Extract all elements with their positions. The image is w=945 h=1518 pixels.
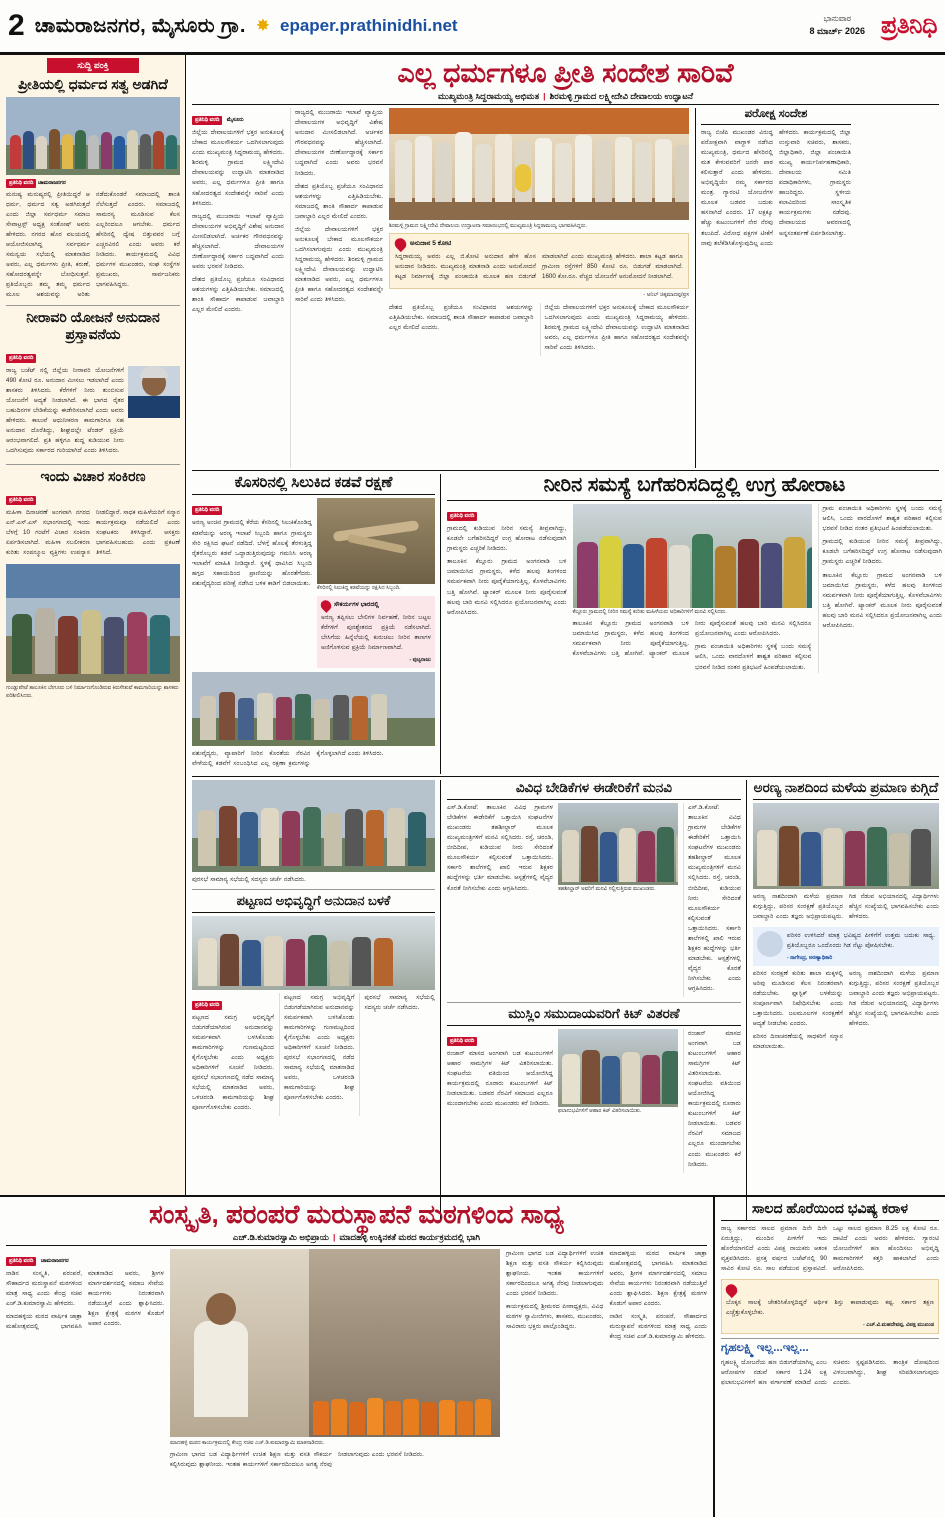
kit-title: ಮುಸ್ಲಿಂ ಸಮುದಾಯವರಿಗೆ ಕಿಟ್ ವಿತರಣೆ bbox=[508, 1006, 680, 1022]
lead-subhead: ಮುಖ್ಯಮಂತ್ರಿ ಸಿದ್ದರಾಮಯ್ಯ ಅಭಿಮತ | ಶಿರಮಳ್ಳಿ ಗ್ರಾಮದ ಲಕ್ಷ್ಮೀದೇವಿ ದೇವಾಲಯ ಉದ್ಘಾಟನೆ bbox=[437, 91, 694, 102]
edition-place: ಚಾಮರಾಜನಗರ, ಮೈಸೂರು ಗ್ರಾ. bbox=[34, 14, 246, 37]
drop-icon bbox=[392, 236, 408, 252]
demands-photo bbox=[558, 803, 678, 885]
star-icon: ✸ bbox=[255, 16, 270, 35]
kit-photo-caption: ಫಲಾನುಭವಿಗಳಿಗೆ ಆಹಾರ ಕಿಟ್ ವಿತರಿಸಲಾಯಿತು. bbox=[557, 1107, 642, 1114]
demands-title: ವಿವಿಧ ಬೇಡಿಕೆಗಳ ಈಡೇರಿಕೆಗೆ ಮನವಿ bbox=[515, 780, 672, 796]
lead-photo bbox=[389, 108, 689, 220]
snake-pinkbox-text: ಅರಣ್ಯ ತಪ್ಪಿಸಲು ಬೇಲಿಗಳ ನಿರ್ವಹಣೆ, ನೀರಿನ ಬಟ್ಟಲ ಕೆರೆಗಳಿಗೆ ಪುನಶ್ಚೇತನದ ಪ್ರಕ್ರಿಯೆ ನಡೆಸಲಾಗಿದೆ. ಬೇಸಿಗೆಯ ಹಿನ್ನೆಲೆಯಲ್ಲಿ ಕುರುಚಲು ನೀರಿನ ತಾಣಗಳ ಅಣಿಗೊಳಿಸುವ ಪ್ರಕ್ರಿಯೆ ನಿರ್ಮಾಣವಾಗಿದೆ. bbox=[321, 613, 431, 651]
snake-photo-2 bbox=[192, 672, 435, 746]
forest-body-2: ಪರಿಸರ ಸಂರಕ್ಷಣೆ ಕುರಿತು ಶಾಲಾ ಮಕ್ಕಳಲ್ಲಿ ಅರಿವು ಮೂಡಿಸುವ ಕೆಲಸ ನಿರಂತರವಾಗಿ ನಡೆಯಬೇಕು. ಪ್ಲಾಸ್ಟಿಕ್ ಬಳಕೆಯನ್ನು ಸಂಪೂರ್ಣವಾಗಿ ನಿಷೇಧಿಸಬೇಕು ಎಂದು ಒತ್ತಾಯಿಸಿದರು. ಜಲಮೂಲಗಳ ಸಂರಕ್ಷಣೆಗೆ ಆದ್ಯತೆ ನೀಡಬೇಕು ಎಂದರು. ಪರಿಸರ ದಿನಾಚರಣೆಯಲ್ಲಿ ಸಾಧಕರಿಗೆ ಸನ್ಮಾನ ಮಾಡಲಾಯಿತು. ಅರಣ್ಯ ನಾಶದಿಂದಾಗಿ ಮಳೆಯ ಪ್ರಮಾಣ ಕುಗ್ಗುತ್ತಿದ್ದು, ಪರಿಸರ ಸಂರಕ್ಷಣೆ ಪ್ರತಿಯೊಬ್ಬರ ಜವಾಬ್ದಾರಿ ಎಂದು ತಜ್ಞರು ಅಭಿಪ್ರಾಯಪಟ್ಟರು. ಗಿಡ ನೆಡುವ ಅಭಿಯಾನದಲ್ಲಿ ವಿದ್ಯಾರ್ಥಿಗಳು ಹೆಚ್ಚಿನ ಸಂಖ್ಯೆಯಲ್ಲಿ ಭಾಗವಹಿಸಬೇಕು ಎಂದು ಹೇಳಿದರು. bbox=[752, 970, 939, 1051]
lead-photo-credit: - ಅನಿಲ್ ಚಿಕ್ಕಮಾದಪ್ಪ/ಪ್ರಸ bbox=[643, 291, 689, 298]
water-byline: ಪ್ರತಿನಿಧಿ ವರದಿ bbox=[447, 512, 477, 521]
grant-title: ಪಟ್ಟಣದ ಅಭಿವೃದ್ಧಿಗೆ ಅನುದಾನ ಬಳಕೆ bbox=[236, 893, 391, 909]
demands-photo-caption: ತಹಶೀಲ್ದಾರ್ ಅವರಿಗೆ ಮನವಿ ಸಲ್ಲಿಸುತ್ತಿರುವ ಮುಖಂಡರು. bbox=[557, 886, 656, 893]
bottom-byline: ಪ್ರತಿನಿಧಿ ವರದಿ bbox=[6, 1257, 36, 1266]
bottom-right-quote-author: - ಎಚ್.ವಿ.ಮಹದೇವಪ್ಪ, ವಿಪಕ್ಷ ಮುಖಂಡ bbox=[862, 1322, 934, 1329]
sidebar-item1-body: ಮನುಷ್ಯ ಮನುಷ್ಯರಲ್ಲಿ ಪ್ರೀತಿಯಿದ್ದರೆ ಆ ಧರ್ಮ, ಧರ್ಮದ ಸತ್ವ ಅಡಗಿರುತ್ತದೆ ಎಂದು ಜಿಲ್ಲಾ ಸರ್ವಧರ್ಮ ಸಮಾಜ ಸೇವಾಟ್ರಸ್ಟ್ ಅಧ್ಯಕ್ಷ ಸಂತೋಷ್ ಅವರು ಹೇಳಿದರು. ನಗರದ ಹೊರ ವಲಯದಲ್ಲಿ ಆಯೋಜಿಸಲಾಗಿದ್ದ ಸರ್ವಧರ್ಮ ಸಮನ್ವಯ ಸಭೆಯಲ್ಲಿ ಮಾತನಾಡಿದ ಅವರು, ಎಲ್ಲ ಧರ್ಮಗಳು ಪ್ರೀತಿ, ಕರುಣೆ, ಸಹೋದರತ್ವವನ್ನೇ ಬೋಧಿಸುತ್ತವೆ. ಪ್ರತಿಯೊಬ್ಬರು ತಮ್ಮ ತಮ್ಮ ಧರ್ಮದ ಮೂಲ ಆಶಯವನ್ನು ಅರಿತು ನಡೆದುಕೊಂಡರೆ ಸಮಾಜದಲ್ಲಿ ಶಾಂತಿ ನೆಲೆಸುತ್ತದೆ ಎಂದರು. ಸಮಾಜದಲ್ಲಿ ಸಾಮರಸ್ಯ ಮೂಡಿಸುವ ಕೆಲಸ ಎಲ್ಲರಿಂದಲೂ ಆಗಬೇಕು. ಧರ್ಮದ ಹೆಸರಿನಲ್ಲಿ ದ್ವೇಷ ಬಿತ್ತುವವರ ಬಗ್ಗೆ ಎಚ್ಚರವಿರಲಿ ಎಂದು ಅವರು ಕರೆ ನೀಡಿದರು. ಕಾರ್ಯಕ್ರಮದಲ್ಲಿ ವಿವಿಧ ಧರ್ಮಗಳ ಮುಖಂಡರು, ಸಂಘ ಸಂಸ್ಥೆಗಳ ಪ್ರಮುಖರು, ಸಾರ್ವಜನಿಕರು ಭಾಗವಹಿಸಿದ್ದರು. bbox=[6, 190, 180, 298]
sidebar-item2-body: ರಾಜ್ಯ ಬಜೆಟ್ ನಲ್ಲಿ ಜಿಲ್ಲೆಯ ನೀರಾವರಿ ಯೋಜನೆಗಳಿಗೆ 490 ಕೋಟಿ ರೂ. ಅನುದಾನ ಮೀಸಲು ಇಡಲಾಗಿದೆ ಎಂದು ಶಾಸಕರು ತಿಳಿಸಿದರು. ಕೆರೆಗಳಿಗೆ ನೀರು ತುಂಬಿಸುವ ಯೋಜನೆಗೆ ಆದ್ಯತೆ ನೀಡಲಾಗಿದೆ. ಈ ಭಾಗದ ರೈತರ ಬಹುದಿನಗಳ ಬೇಡಿಕೆಯನ್ನು ಈಡೇರಿಸಲಾಗಿದೆ ಎಂದು ಅವರು ಹೇಳಿದರು. ಕಾಲುವೆ ಆಧುನೀಕರಣ ಕಾಮಗಾರಿಗೂ ಸಹ ಅನುದಾನ ದೊರೆತಿದ್ದು, ಶೀಘ್ರದಲ್ಲೇ ಟೆಂಡರ್ ಪ್ರಕ್ರಿಯೆ ಆರಂಭವಾಗಲಿದೆ. ಪ್ರತಿ ಹಳ್ಳಿಗೂ ಶುದ್ಧ ಕುಡಿಯುವ ನೀರು ಒದಗಿಸುವುದು ಸರ್ಕಾರದ ಗುರಿಯಾಗಿದೆ ಎಂದು ತಿಳಿಸಿದರು. bbox=[6, 366, 124, 454]
demands-body-2: ಎಸ್.ಡಿ.ಕೋಟೆ: ತಾಲೂಕಿನ ವಿವಿಧ ಗ್ರಾಮಗಳ ಬೇಡಿಕೆಗಳ ಈಡೇರಿಕೆಗೆ ಒತ್ತಾಯಿಸಿ ಸಂಘಟನೆಗಳ ಮುಖಂಡರು ತಹಶೀಲ್ದಾರ್ ಮೂಲಕ ಮುಖ್ಯಮಂತ್ರಿಗಳಿಗೆ ಮನವಿ ಸಲ್ಲಿಸಿದರು. ರಸ್ತೆ, ಚರಂಡಿ, ಬೀದಿದೀಪ, ಕುಡಿಯುವ ನೀರು ಸೇರಿದಂತೆ ಮೂಲಸೌಕರ್ಯ ಕಲ್ಪಿಸುವಂತೆ ಒತ್ತಾಯಿಸಿದರು. ಸರ್ಕಾರಿ ಶಾಲೆಗಳಲ್ಲಿ ಖಾಲಿ ಇರುವ ಶಿಕ್ಷಕರ ಹುದ್ದೆಗಳನ್ನು ಭರ್ತಿ ಮಾಡಬೇಕು. ಆಸ್ಪತ್ರೆಗಳಲ್ಲಿ ವೈದ್ಯರ ಕೊರತೆ ನೀಗಿಸಬೇಕು ಎಂದು ಆಗ್ರಹಿಸಿದರು. bbox=[683, 803, 741, 997]
forest-title: ಅರಣ್ಯ ನಾಶದಿಂದ ಮಳೆಯ ಪ್ರಮಾಣ ಕುಗ್ಗಿದೆ bbox=[753, 780, 939, 796]
bottom-body-3: ಗ್ರಾಮೀಣ ಭಾಗದ ಬಡ ವಿದ್ಯಾರ್ಥಿಗಳಿಗೆ ಉಚಿತ ಶಿಕ್ಷಣ ಮತ್ತು ವಸತಿ ಸೌಕರ್ಯ ಕಲ್ಪಿಸಿರುವುದು ಶ್ಲಾಘನೀಯ. ಇಂತಹ ಕಾರ್ಯಗಳಿಗೆ ಸರ್ಕಾರದಿಂದಲೂ ಅಗತ್ಯ ನೆರವು ನೀಡಲಾಗುವುದು ಎಂದು ಭರವಸೆ ನೀಡಿದರು. ಕಾರ್ಯಕ್ರಮದಲ್ಲಿ ಶ್ರೀಮಠದ ಪೀಠಾಧ್ಯಕ್ಷರು, ವಿವಿಧ ಮಠಗಳ ಸ್ವಾಮೀಜಿಗಳು, ಶಾಸಕರು, ಮುಖಂಡರು, ಸಾವಿರಾರು ಭಕ್ತರು ಪಾಲ್ಗೊಂಡಿದ್ದರು. ಮಾದಹಳ್ಳಿಯ ಮಠದ ವಾರ್ಷಿಕ ಜಾತ್ರಾ ಮಹೋತ್ಸವದಲ್ಲಿ ಭಾಗವಹಿಸಿ ಮಾತನಾಡಿದ ಅವರು, ಶ್ರೀಗಳ ಮಾರ್ಗದರ್ಶನದಲ್ಲಿ ಸಮಾಜ ಸೇವೆಯ ಕಾರ್ಯಗಳು ನಿರಂತರವಾಗಿ ನಡೆಯುತ್ತಿವೆ ಎಂದು ಶ್ಲಾಘಿಸಿದರು. ಶಿಕ್ಷಣ ಕ್ಷೇತ್ರಕ್ಕೆ ಮಠಗಳ ಕೊಡುಗೆ ಅಪಾರ ಎಂದರು. ನಾಡಿನ ಸಂಸ್ಕೃತಿ, ಪರಂಪರೆ, ಸೌಹಾರ್ದದ ಮರುಸ್ಥಾಪನೆ ಮಠಗಳಿಂದ ಮಾತ್ರ ಸಾಧ್ಯ ಎಂದು ಕೇಂದ್ರ ಸಚಿವ ಎಚ್.ಡಿ.ಕುಮಾರಸ್ವಾಮಿ ಹೇಳಿದರು. bbox=[506, 1250, 707, 1341]
kit-byline: ಪ್ರತಿನಿಧಿ ವರದಿ bbox=[447, 1037, 477, 1046]
water-body-2: ತಾಲೂಕಿನ ಕೆಲ್ಲೂರು ಗ್ರಾಮದ ಅಂಗನವಾಡಿ ಬಳಿ ಜಮಾಯಿಸಿದ ಗ್ರಾಮಸ್ಥರು, ಕಳೆದ ಹಲವು ತಿಂಗಳಿಂದ ಸಮರ್ಪಕವಾಗಿ ನೀರು ಪೂರೈಕೆಯಾಗುತ್ತಿಲ್ಲ. ಕೊಳವೆಬಾವಿಗಳು ಬತ್ತಿ ಹೋಗಿವೆ. ಟ್ಯಾಂಕರ್ ಮೂಲಕ ನೀರು ಪೂರೈಸುವಂತೆ ಹಲವು ಬಾರಿ ಮನವಿ ಸಲ್ಲಿಸಿದರೂ ಪ್ರಯೋಜನವಾಗಿಲ್ಲ ಎಂದು ಆರೋಪಿಸಿದರು. ಗ್ರಾಮ ಪಂಚಾಯಿತಿ ಅಧಿಕಾರಿಗಳು ಸ್ಥಳಕ್ಕೆ ಬಂದು ಸಮಸ್ಯೆ ಆಲಿಸಿ, ಒಂದು ವಾರದೊಳಗೆ ಶಾಶ್ವತ ಪರಿಹಾರ ಕಲ್ಪಿಸುವ ಭರವಸೆ ನೀಡಿದ ನಂತರ ಪ್ರತಿಭಟನೆ ಹಿಂಪಡೆಯಲಾಯಿತು. bbox=[572, 620, 812, 671]
water-body-1: ಗ್ರಾಮದಲ್ಲಿ ಕುಡಿಯುವ ನೀರಿನ ಸಮಸ್ಯೆ ತೀವ್ರವಾಗಿದ್ದು, ಕೂಡಲೇ ಬಗೆಹರಿಸದಿದ್ದರೆ ಉಗ್ರ ಹೋರಾಟ ನಡೆಸುವುದಾಗಿ ಗ್ರಾಮಸ್ಥರು ಎಚ್ಚರಿಕೆ ನೀಡಿದರು. ತಾಲೂಕಿನ ಕೆಲ್ಲೂರು ಗ್ರಾಮದ ಅಂಗನವಾಡಿ ಬಳಿ ಜಮಾಯಿಸಿದ ಗ್ರಾಮಸ್ಥರು, ಕಳೆದ ಹಲವು ತಿಂಗಳಿಂದ ಸಮರ್ಪಕವಾಗಿ ನೀರು ಪೂರೈಕೆಯಾಗುತ್ತಿಲ್ಲ. ಕೊಳವೆಬಾವಿಗಳು ಬತ್ತಿ ಹೋಗಿವೆ. ಟ್ಯಾಂಕರ್ ಮೂಲಕ ನೀರು ಪೂರೈಸುವಂತೆ ಹಲವು ಬಾರಿ ಮನವಿ ಸಲ್ಲಿಸಿದರೂ ಪ್ರಯೋಜನವಾಗಿಲ್ಲ ಎಂದು ಆರೋಪಿಸಿದರು. bbox=[447, 525, 567, 616]
snake-body: ಅರಣ್ಯ ಅಂಚಿನ ಗ್ರಾಮದಲ್ಲಿ ಕೆರೆಯ ಕೆಸರಿನಲ್ಲಿ ಸಿಲುಕಿಕೊಂಡಿದ್ದ ಕಡವೆಯನ್ನು ಅರಣ್ಯ ಇಲಾಖೆ ಸಿಬ್ಬಂದಿ ಹಾಗೂ ಗ್ರಾಮಸ್ಥರು ಸೇರಿ ರಕ್ಷಿಸಿದ ಘಟನೆ ನಡೆದಿದೆ. ಬೆಳಗ್ಗೆ ಹೊಲಕ್ಕೆ ತೆರಳುತ್ತಿದ್ದ ರೈತರೊಬ್ಬರು ಕಡವೆ ಒದ್ದಾಡುತ್ತಿರುವುದನ್ನು ಗಮನಿಸಿ ಅರಣ್ಯ ಇಲಾಖೆಗೆ ಮಾಹಿತಿ ನೀಡಿದ್ದಾರೆ. ಸ್ಥಳಕ್ಕೆ ಧಾವಿಸಿದ ಸಿಬ್ಬಂದಿ ಹಗ್ಗದ ಸಹಾಯದಿಂದ ಪ್ರಾಣಿಯನ್ನು ಹೊರತೆಗೆದರು. ಪಶುವೈದ್ಯರಿಂದ ಪರೀಕ್ಷೆ ನಡೆಸಿದ ಬಳಿಕ ಕಾಡಿಗೆ ಬಿಡಲಾಯಿತು. bbox=[192, 519, 312, 587]
bottom-right-quote bbox=[721, 1279, 939, 1334]
forest-quote bbox=[753, 927, 939, 966]
lead-subhead-left: ಮುಖ್ಯಮಂತ್ರಿ ಸಿದ್ದರಾಮಯ್ಯ ಅಭಿಮತ bbox=[437, 91, 540, 102]
bottom-right-note-text: ಗೃಹಲಕ್ಷ್ಮಿ ಯೋಜನೆಯ ಹಣ ಬಿಡುಗಡೆಯಾಗಿಲ್ಲ ಎಂಬ ಆರೋಪಗಳ ನಡುವೆ ಸರ್ಕಾರ 1.24 ಲಕ್ಷ ಫಲಾನುಭವಿಗಳಿಗೆ ಹಣ ವರ್ಗಾವಣೆ ಮಾಡಿದೆ ಎಂದು ಸಚಿವರು ಸ್ಪಷ್ಟಪಡಿಸಿದರು. ತಾಂತ್ರಿಕ ದೋಷದಿಂದ ವಿಳಂಬವಾಗಿದ್ದು, ಶೀಘ್ರ ಸರಿಪಡಿಸಲಾಗುವುದು ಎಂದರು. bbox=[721, 1359, 939, 1387]
lead-infobox-text: ಸಿದ್ದರಾಮಯ್ಯ ಅವರು ಎಲ್ಲ ಜಿ.ಕೋಟಿ ಅನುದಾನ ಹೇಳಿ ಹೊಸ ಅನುದಾನ ನೀಡಿದರು. ಮುಖ್ಯಮಂತ್ರಿ ಮಾತನಾಡಿ ಎಂದು ಅನುಮೋದನೆ ಕಟ್ಟಡ ನಿರ್ಮಾಣಕ್ಕೆ ಜಿಲ್ಲಾ ಪಂಚಾಯಿತಿ ಮೂಲಕ ಹಣ ಬಿಡುಗಡೆ ಮಾಡಲಾಗಿದೆ ಎಂದು ಮುಖ್ಯಮಂತ್ರಿ ಹೇಳಿದರು. ಶಾಲಾ ಕಟ್ಟಡ ಹಾಗೂ ಗ್ರಾಮೀಣ ರಸ್ತೆಗಳಿಗೆ 850 ಕೋಟಿ ರೂ. ಬಿಡುಗಡೆ ಮಾಡಲಾಗಿದೆ. 1600 ಕೋ.ರೂ. ವೆಚ್ಚದ ಯೋಜನೆಗೆ ಅನುಮೋದನೆ ನೀಡಲಾಗಿದೆ. bbox=[395, 253, 683, 281]
forest-photo bbox=[753, 803, 939, 889]
bottom-right-body: ರಾಜ್ಯ ಸರ್ಕಾರದ ಸಾಲದ ಪ್ರಮಾಣ ದಿನೇ ದಿನೇ ಏರುತ್ತಿದ್ದು, ಮುಂದಿನ ಪೀಳಿಗೆಗೆ ಇದು ಹೊರೆಯಾಗಲಿದೆ ಎಂದು ವಿಪಕ್ಷ ನಾಯಕರು ಆತಂಕ ವ್ಯಕ್ತಪಡಿಸಿದರು. ಪ್ರಸಕ್ತ ವರ್ಷದ ಬಜೆಟ್‌ನಲ್ಲಿ 90 ಸಾವಿರ ಕೋಟಿ ರೂ. ಸಾಲ ಪಡೆಯುವ ಪ್ರಸ್ತಾಪವಿದೆ. ಒಟ್ಟು ಸಾಲದ ಪ್ರಮಾಣ 8.25 ಲಕ್ಷ ಕೋಟಿ ರೂ. ದಾಟಿದೆ ಎಂದು ಅವರು ಹೇಳಿದರು. ಗ್ಯಾರಂಟಿ ಯೋಜನೆಗಳಿಗೆ ಹಣ ಹೊಂದಿಸಲು ಅಭಿವೃದ್ಧಿ ಕಾಮಗಾರಿಗಳಿಗೆ ಕತ್ತರಿ ಹಾಕಲಾಗಿದೆ ಎಂದು ಆರೋಪಿಸಿದರು. bbox=[721, 1224, 939, 1272]
sidebar-item1-title: ಪ್ರೀತಿಯಲ್ಲಿ ಧರ್ಮದ ಸತ್ವ ಅಡಗಿದೆ bbox=[18, 76, 168, 92]
sidebar-item3-body: ಮಹಿಳಾ ದಿನಾಚರಣೆ ಅಂಗವಾಗಿ ನಗರದ ಎನ್.ಎಸ್.ಎಸ್ ಸಭಾಂಗಣದಲ್ಲಿ ಇಂದು ಬೆಳಗ್ಗೆ 10 ಗಂಟೆಗೆ ವಿಚಾರ ಸಂಕಿರಣ ಏರ್ಪಡಿಸಲಾಗಿದೆ. ಮಹಿಳಾ ಸಬಲೀಕರಣ ಕುರಿತು ಸಂಪನ್ಮೂಲ ವ್ಯಕ್ತಿಗಳು ಉಪನ್ಯಾಸ ನೀಡಲಿದ್ದಾರೆ. ಸಾಧಕ ಮಹಿಳೆಯರಿಗೆ ಸನ್ಮಾನ ಕಾರ್ಯಕ್ರಮವೂ ನಡೆಯಲಿದೆ ಎಂದು ಸಂಘಟಕರು ತಿಳಿಸಿದ್ದಾರೆ. ಆಸಕ್ತರು ಭಾಗವಹಿಸಬಹುದು ಎಂದು ಪ್ರಕಟಣೆ ತಿಳಿಸಿದೆ. bbox=[6, 508, 180, 556]
water-photo bbox=[573, 504, 812, 608]
lead-infobox-amount: ಅನುದಾನ 5 ಕೋಟಿ bbox=[410, 240, 452, 248]
sidebar bbox=[0, 55, 186, 1195]
lead-infobox bbox=[389, 233, 689, 289]
epaper-url[interactable]: epaper.prathinidhi.net bbox=[279, 16, 458, 35]
lead-dateline: ಮೈಸೂರು bbox=[226, 117, 244, 124]
bottom-body-2: ಗ್ರಾಮೀಣ ಭಾಗದ ಬಡ ವಿದ್ಯಾರ್ಥಿಗಳಿಗೆ ಉಚಿತ ಶಿಕ್ಷಣ ಮತ್ತು ವಸತಿ ಸೌಕರ್ಯ ಕಲ್ಪಿಸಿರುವುದು ಶ್ಲಾಘನೀಯ. ಇಂತಹ ಕಾರ್ಯಗಳಿಗೆ ಸರ್ಕಾರದಿಂದಲೂ ಅಗತ್ಯ ನೆರವು ನೀಡಲಾಗುವುದು ಎಂದು ಭರವಸೆ ನೀಡಿದರು. bbox=[170, 1451, 424, 1469]
demands-body-1: ಎಸ್.ಡಿ.ಕೋಟೆ: ತಾಲೂಕಿನ ವಿವಿಧ ಗ್ರಾಮಗಳ ಬೇಡಿಕೆಗಳ ಈಡೇರಿಕೆಗೆ ಒತ್ತಾಯಿಸಿ ಸಂಘಟನೆಗಳ ಮುಖಂಡರು ತಹಶೀಲ್ದಾರ್ ಮೂಲಕ ಮುಖ್ಯಮಂತ್ರಿಗಳಿಗೆ ಮನವಿ ಸಲ್ಲಿಸಿದರು. ರಸ್ತೆ, ಚರಂಡಿ, ಬೀದಿದೀಪ, ಕುಡಿಯುವ ನೀರು ಸೇರಿದಂತೆ ಮೂಲಸೌಕರ್ಯ ಕಲ್ಪಿಸುವಂತೆ ಒತ್ತಾಯಿಸಿದರು. ಸರ್ಕಾರಿ ಶಾಲೆಗಳಲ್ಲಿ ಖಾಲಿ ಇರುವ ಶಿಕ್ಷಕರ ಹುದ್ದೆಗಳನ್ನು ಭರ್ತಿ ಮಾಡಬೇಕು. ಆಸ್ಪತ್ರೆಗಳಲ್ಲಿ ವೈದ್ಯರ ಕೊರತೆ ನೀಗಿಸಬೇಕು ಎಂದು ಆಗ್ರಹಿಸಿದರು. bbox=[446, 804, 553, 892]
bottom-right-note-title: ಗೃಹಲಕ್ಷ್ಮಿ ಇಲ್ಲ...ಇಲ್ಲ... bbox=[721, 1342, 809, 1355]
sidebar-photo-1 bbox=[6, 97, 180, 175]
masthead bbox=[0, 0, 945, 55]
drop-icon bbox=[319, 598, 334, 613]
lead-byline: ಪ್ರತಿನಿಧಿ ವರದಿ bbox=[192, 116, 222, 125]
sidebar-portrait bbox=[128, 366, 180, 418]
sidebar-photo-caption: ಗುಂಡ್ಲುಪೇಟೆ ತಾಲೂಕಿನ ಬೇಗೂರು ಬಳಿ ನಿರ್ಮಾಣಗೊಂಡಿರುವ ಕಿರುಸೇತುವೆ ಕಾಮಗಾರಿಯನ್ನು ಶಾಸಕರು ಪರಿಶೀಲಿಸಿದರು. bbox=[6, 685, 179, 700]
lead-body-1: ಜಿಲ್ಲೆಯ ದೇವಾಲಯಗಳಿಗೆ ಭಕ್ತರ ಅನುಕೂಲಕ್ಕೆ ಬೇಕಾದ ಮೂಲಸೌಕರ್ಯ ಒದಗಿಸಲಾಗುವುದು ಎಂದು ಮುಖ್ಯಮಂತ್ರಿ ಸಿದ್ದರಾಮಯ್ಯ ಹೇಳಿದರು. ಶಿರಮಳ್ಳಿ ಗ್ರಾಮದ ಲಕ್ಷ್ಮೀದೇವಿ ದೇವಾಲಯವನ್ನು ಉದ್ಘಾಟಿಸಿ ಮಾತನಾಡಿದ ಅವರು, ಎಲ್ಲ ಧರ್ಮಗಳೂ ಪ್ರೀತಿ ಹಾಗೂ ಸಹೋದರತ್ವದ ಸಂದೇಶವನ್ನೇ ಸಾರಿವೆ ಎಂದು ತಿಳಿಸಿದರು. ರಾಜ್ಯದಲ್ಲಿ ಮುಜರಾಯಿ ಇಲಾಖೆ ವ್ಯಾಪ್ತಿಯ ದೇವಾಲಯಗಳ ಅಭಿವೃದ್ಧಿಗೆ ವಿಶೇಷ ಅನುದಾನ ಮೀಸಲಿಡಲಾಗಿದೆ. ಅರ್ಚಕರ ಗೌರವಧನವನ್ನು ಹೆಚ್ಚಿಸಲಾಗಿದೆ. ದೇವಾಲಯಗಳ ಜೀರ್ಣೋದ್ಧಾರಕ್ಕೆ ಸರ್ಕಾರ ಬದ್ಧವಾಗಿದೆ ಎಂದು ಅವರು ಭರವಸೆ ನೀಡಿದರು. ದೇಶದ ಪ್ರತಿಯೊಬ್ಬ ಪ್ರಜೆಯೂ ಸಂವಿಧಾನದ ಆಶಯಗಳನ್ನು ಎತ್ತಿಹಿಡಿಯಬೇಕು. ಸಮಾಜದಲ್ಲಿ ಶಾಂತಿ ಸೌಹಾರ್ದ ಕಾಪಾಡುವ ಜವಾಬ್ದಾರಿ ಎಲ್ಲರ ಮೇಲಿದೆ ಎಂದರು. bbox=[192, 129, 284, 314]
kit-photo bbox=[558, 1029, 678, 1107]
snake-pinkbox-credit: - ಪುಟ್ಟರಾಜು bbox=[409, 656, 431, 663]
water-body-3: ಗ್ರಾಮ ಪಂಚಾಯಿತಿ ಅಧಿಕಾರಿಗಳು ಸ್ಥಳಕ್ಕೆ ಬಂದು ಸಮಸ್ಯೆ ಆಲಿಸಿ, ಒಂದು ವಾರದೊಳಗೆ ಶಾಶ್ವತ ಪರಿಹಾರ ಕಲ್ಪಿಸುವ ಭರವಸೆ ನೀಡಿದ ನಂತರ ಪ್ರತಿಭಟನೆ ಹಿಂಪಡೆಯಲಾಯಿತು. ಗ್ರಾಮದಲ್ಲಿ ಕುಡಿಯುವ ನೀರಿನ ಸಮಸ್ಯೆ ತೀವ್ರವಾಗಿದ್ದು, ಕೂಡಲೇ ಬಗೆಹರಿಸದಿದ್ದರೆ ಉಗ್ರ ಹೋರಾಟ ನಡೆಸುವುದಾಗಿ ಗ್ರಾಮಸ್ಥರು ಎಚ್ಚರಿಕೆ ನೀಡಿದರು. ತಾಲೂಕಿನ ಕೆಲ್ಲೂರು ಗ್ರಾಮದ ಅಂಗನವಾಡಿ ಬಳಿ ಜಮಾಯಿಸಿದ ಗ್ರಾಮಸ್ಥರು, ಕಳೆದ ಹಲವು ತಿಂಗಳಿಂದ ಸಮರ್ಪಕವಾಗಿ ನೀರು ಪೂರೈಕೆಯಾಗುತ್ತಿಲ್ಲ. ಕೊಳವೆಬಾವಿಗಳು ಬತ್ತಿ ಹೋಗಿವೆ. ಟ್ಯಾಂಕರ್ ಮೂಲಕ ನೀರು ಪೂರೈಸುವಂತೆ ಹಲವು ಬಾರಿ ಮನವಿ ಸಲ್ಲಿಸಿದರೂ ಪ್ರಯೋಜನವಾಗಿಲ್ಲ ಎಂದು ಆರೋಪಿಸಿದರು. bbox=[822, 505, 942, 629]
snake-photo bbox=[317, 498, 435, 584]
byline-badge: ಪ್ರತಿನಿಧಿ ವರದಿ bbox=[6, 179, 36, 188]
snake-pinkbox bbox=[317, 596, 435, 668]
bottom-headline: ಸಂಸ್ಕೃತಿ, ಪರಂಪರೆ ಮರುಸ್ಥಾಪನೆ ಮಠಗಳಿಂದ ಸಾಧ್ಯ bbox=[149, 1199, 564, 1229]
grant-photo-top bbox=[192, 780, 435, 872]
drop-icon bbox=[723, 1282, 739, 1298]
paroksha-body: ರಾಜ್ಯ ಬಿಜೆಪಿ ಮುಖಂಡರ ವಿರುದ್ಧ ಪರೋಕ್ಷವಾಗಿ ವಾಗ್ದಾಳಿ ನಡೆಸಿದ ಮುಖ್ಯಮಂತ್ರಿ, ಧರ್ಮದ ಹೆಸರಿನಲ್ಲಿ ಮತ ಕೇಳುವವರಿಗೆ ಜನರೇ ಪಾಠ ಕಲಿಸುತ್ತಾರೆ ಎಂದು ಹೇಳಿದರು. ಅಭಿವೃದ್ಧಿಯೇ ನಮ್ಮ ಸರ್ಕಾರದ ಮಂತ್ರ. ಗ್ಯಾರಂಟಿ ಯೋಜನೆಗಳ ಮೂಲಕ ಬಡವರ ಬದುಕು ಹಸನಾಗಿದೆ ಎಂದರು. 17 ಲಕ್ಷಕ್ಕೂ ಹೆಚ್ಚು ಕುಟುಂಬಗಳಿಗೆ ನೇರ ನೆರವು ತಲುಪಿದೆ. ವಿರೋಧ ಪಕ್ಷಗಳ ಟೀಕೆಗೆ ನಾವು ತಲೆಕೆಡಿಸಿಕೊಳ್ಳುವುದಿಲ್ಲ ಎಂದು ಹೇಳಿದರು. ಕಾರ್ಯಕ್ರಮದಲ್ಲಿ ಜಿಲ್ಲಾ ಉಸ್ತುವಾರಿ ಸಚಿವರು, ಶಾಸಕರು, ಜಿಲ್ಲಾಧಿಕಾರಿ, ಜಿಲ್ಲಾ ಪಂಚಾಯಿತಿ ಮುಖ್ಯ ಕಾರ್ಯನಿರ್ವಹಣಾಧಿಕಾರಿ, ದೇವಾಲಯ ಸಮಿತಿ ಪದಾಧಿಕಾರಿಗಳು, ಗ್ರಾಮಸ್ಥರು ಹಾಜರಿದ್ದರು. ಸ್ಥಳೀಯ ಕಲಾವಿದರಿಂದ ಸಾಂಸ್ಕೃತಿಕ ಕಾರ್ಯಕ್ರಮಗಳು ನಡೆದವು. ದೇವಾಲಯದ ಆವರಣದಲ್ಲಿ ಅನ್ನಸಂತರ್ಪಣೆ ಏರ್ಪಡಿಸಲಾಗಿತ್ತು. bbox=[701, 129, 851, 247]
publication-logo: ಪ್ರತಿನಿಧಿ bbox=[880, 12, 937, 39]
grant-byline: ಪ್ರತಿನಿಧಿ ವರದಿ bbox=[192, 1001, 222, 1010]
grant-body-2: ಪಟ್ಟಣದ ಸಮಗ್ರ ಅಭಿವೃದ್ಧಿಗೆ ಬಿಡುಗಡೆಯಾಗಿರುವ ಅನುದಾನವನ್ನು ಸಮರ್ಪಕವಾಗಿ ಬಳಸಿಕೊಂಡು ಕಾಮಗಾರಿಗಳನ್ನು ಗುಣಮಟ್ಟದಿಂದ ಕೈಗೊಳ್ಳಬೇಕು ಎಂದು ಅಧ್ಯಕ್ಷರು ಅಧಿಕಾರಿಗಳಿಗೆ ಸೂಚನೆ ನೀಡಿದರು. ಪುರಸಭೆ ಸಭಾಂಗಣದಲ್ಲಿ ನಡೆದ ಸಾಮಾನ್ಯ ಸಭೆಯಲ್ಲಿ ಮಾತನಾಡಿದ ಅವರು, ಒಳಚರಂಡಿ ಕಾಮಗಾರಿಯನ್ನು ಶೀಘ್ರ ಪೂರ್ಣಗೊಳಿಸಬೇಕು ಎಂದರು. bbox=[279, 993, 354, 1116]
sidebar-label: ಸುದ್ದಿ ಪಂಕ್ತಿ bbox=[47, 58, 139, 73]
paroksha-title: ಪರೋಕ್ಷ ಸಂದೇಶ bbox=[744, 108, 808, 121]
dateline: ಚಾಮರಾಜನಗರ bbox=[37, 179, 66, 186]
sidebar-item2-title: ನೀರಾವರಿ ಯೋಜನೆ ಅನುದಾನ ಪ್ರಸ್ತಾವನೆಯ bbox=[26, 309, 160, 342]
snake-pinkbox-title: ಸೌಕರ್ಯಗಳ ಭಾರದಲ್ಲಿ bbox=[334, 601, 379, 609]
water-title: ನೀರಿನ ಸಮಸ್ಯೆ ಬಗೆಹರಿಸದಿದ್ದಲ್ಲಿ ಉಗ್ರ ಹೋರಾಟ bbox=[543, 474, 846, 497]
bottom-subhead-right: ಮಾದಹಳ್ಳಿ ಉಕ್ಕಿನಕತೆ ಮಠದ ಕಾರ್ಯಕ್ರಮದಲ್ಲಿ ಭಾಗಿ bbox=[339, 1232, 481, 1243]
kit-body-2: ರಂಜಾನ್ ಮಾಸದ ಅಂಗವಾಗಿ ಬಡ ಕುಟುಂಬಗಳಿಗೆ ಆಹಾರ ಸಾಮಗ್ರಿಗಳ ಕಿಟ್ ವಿತರಿಸಲಾಯಿತು. ಸಂಘಟನೆಯ ವತಿಯಿಂದ ಆಯೋಜಿಸಿದ್ದ ಕಾರ್ಯಕ್ರಮದಲ್ಲಿ ನೂರಾರು ಕುಟುಂಬಗಳಿಗೆ ಕಿಟ್ ನೀಡಲಾಯಿತು. ಬಡವರ ನೆರವಿಗೆ ಸಮಾಜದ ಎಲ್ಲರೂ ಮುಂದಾಗಬೇಕು ಎಂದು ಮುಖಂಡರು ಕರೆ ನೀಡಿದರು. bbox=[683, 1029, 741, 1173]
grant-photo-top-caption: ಪುರಸಭೆ ಸಾಮಾನ್ಯ ಸಭೆಯಲ್ಲಿ ಸದಸ್ಯರು ಚರ್ಚೆ ನಡೆಸಿದರು. bbox=[192, 876, 306, 884]
lead-body-3: ದೇಶದ ಪ್ರತಿಯೊಬ್ಬ ಪ್ರಜೆಯೂ ಸಂವಿಧಾನದ ಆಶಯಗಳನ್ನು ಎತ್ತಿಹಿಡಿಯಬೇಕು. ಸಮಾಜದಲ್ಲಿ ಶಾಂತಿ ಸೌಹಾರ್ದ ಕಾಪಾಡುವ ಜವಾಬ್ದಾರಿ ಎಲ್ಲರ ಮೇಲಿದೆ ಎಂದರು. bbox=[389, 304, 534, 332]
lead-body-2: ರಾಜ್ಯದಲ್ಲಿ ಮುಜರಾಯಿ ಇಲಾಖೆ ವ್ಯಾಪ್ತಿಯ ದೇವಾಲಯಗಳ ಅಭಿವೃದ್ಧಿಗೆ ವಿಶೇಷ ಅನುದಾನ ಮೀಸಲಿಡಲಾಗಿದೆ. ಅರ್ಚಕರ ಗೌರವಧನವನ್ನು ಹೆಚ್ಚಿಸಲಾಗಿದೆ. ದೇವಾಲಯಗಳ ಜೀರ್ಣೋದ್ಧಾರಕ್ಕೆ ಸರ್ಕಾರ ಬದ್ಧವಾಗಿದೆ ಎಂದು ಅವರು ಭರವಸೆ ನೀಡಿದರು. ದೇಶದ ಪ್ರತಿಯೊಬ್ಬ ಪ್ರಜೆಯೂ ಸಂವಿಧಾನದ ಆಶಯಗಳನ್ನು ಎತ್ತಿಹಿಡಿಯಬೇಕು. ಸಮಾಜದಲ್ಲಿ ಶಾಂತಿ ಸೌಹಾರ್ದ ಕಾಪಾಡುವ ಜವಾಬ್ದಾರಿ ಎಲ್ಲರ ಮೇಲಿದೆ ಎಂದರು. ಜಿಲ್ಲೆಯ ದೇವಾಲಯಗಳಿಗೆ ಭಕ್ತರ ಅನುಕೂಲಕ್ಕೆ ಬೇಕಾದ ಮೂಲಸೌಕರ್ಯ ಒದಗಿಸಲಾಗುವುದು ಎಂದು ಮುಖ್ಯಮಂತ್ರಿ ಸಿದ್ದರಾಮಯ್ಯ ಹೇಳಿದರು. ಶಿರಮಳ್ಳಿ ಗ್ರಾಮದ ಲಕ್ಷ್ಮೀದೇವಿ ದೇವಾಲಯವನ್ನು ಉದ್ಘಾಟಿಸಿ ಮಾತನಾಡಿದ ಅವರು, ಎಲ್ಲ ಧರ್ಮಗಳೂ ಪ್ರೀತಿ ಹಾಗೂ ಸಹೋದರತ್ವದ ಸಂದೇಶವನ್ನೇ ಸಾರಿವೆ ಎಂದು ತಿಳಿಸಿದರು. bbox=[295, 109, 383, 304]
avatar bbox=[757, 931, 783, 957]
forest-body-1: ಅರಣ್ಯ ನಾಶದಿಂದಾಗಿ ಮಳೆಯ ಪ್ರಮಾಣ ಕುಗ್ಗುತ್ತಿದ್ದು, ಪರಿಸರ ಸಂರಕ್ಷಣೆ ಪ್ರತಿಯೊಬ್ಬರ ಜವಾಬ್ದಾರಿ ಎಂದು ತಜ್ಞರು ಅಭಿಪ್ರಾಯಪಟ್ಟರು. ಗಿಡ ನೆಡುವ ಅಭಿಯಾನದಲ್ಲಿ ವಿದ್ಯಾರ್ಥಿಗಳು ಹೆಚ್ಚಿನ ಸಂಖ್ಯೆಯಲ್ಲಿ ಭಾಗವಹಿಸಬೇಕು ಎಂದು ಹೇಳಿದರು. bbox=[752, 893, 939, 921]
snake-photo-caption: ಕೆಸರಿನಲ್ಲಿ ಸಿಲುಕಿದ್ದ ಕಡವೆಯನ್ನು ರಕ್ಷಿಸಿದ ಸಿಬ್ಬಂದಿ. bbox=[317, 585, 401, 592]
grant-body-3: ಪುರಸಭೆ ಸಾಮಾನ್ಯ ಸಭೆಯಲ್ಲಿ ಸದಸ್ಯರು ಚರ್ಚೆ ನಡೆಸಿದರು. bbox=[359, 993, 434, 1116]
lead-body-4: ಜಿಲ್ಲೆಯ ದೇವಾಲಯಗಳಿಗೆ ಭಕ್ತರ ಅನುಕೂಲಕ್ಕೆ ಬೇಕಾದ ಮೂಲಸೌಕರ್ಯ ಒದಗಿಸಲಾಗುವುದು ಎಂದು ಮುಖ್ಯಮಂತ್ರಿ ಸಿದ್ದರಾಮಯ್ಯ ಹೇಳಿದರು. ಶಿರಮಳ್ಳಿ ಗ್ರಾಮದ ಲಕ್ಷ್ಮೀದೇವಿ ದೇವಾಲಯವನ್ನು ಉದ್ಘಾಟಿಸಿ ಮಾತನಾಡಿದ ಅವರು, ಎಲ್ಲ ಧರ್ಮಗಳೂ ಪ್ರೀತಿ ಹಾಗೂ ಸಹೋದರತ್ವದ ಸಂದೇಶವನ್ನೇ ಸಾರಿವೆ ಎಂದು ತಿಳಿಸಿದರು. bbox=[540, 303, 690, 356]
byline-badge-3: ಪ್ರತಿನಿಧಿ ವರದಿ bbox=[6, 496, 36, 505]
byline-badge-2: ಪ್ರತಿನಿಧಿ ವರದಿ bbox=[6, 354, 36, 363]
lead-subhead-right: ಶಿರಮಳ್ಳಿ ಗ್ರಾಮದ ಲಕ್ಷ್ಮೀದೇವಿ ದೇವಾಲಯ ಉದ್ಘಾಟನೆ bbox=[549, 91, 694, 102]
bottom-subhead: ಎಚ್.ಡಿ.ಕುಮಾರಸ್ವಾಮಿ ಅಭಿಪ್ರಾಯ | ಮಾದಹಳ್ಳಿ ಉಕ್ಕಿನಕತೆ ಮಠದ ಕಾರ್ಯಕ್ರಮದಲ್ಲಿ ಭಾಗಿ bbox=[232, 1232, 481, 1243]
date-text: 8 ಮಾರ್ಚ್ 2026 bbox=[809, 26, 865, 36]
grant-photo bbox=[192, 916, 435, 990]
snake-tail: ಪಶುವೈದ್ಯರು, ವ್ಯಾಪಾರಿಗೆ ನೀರಿನ ಕೊರತೆಯ ನೆರವಿನ ವೇಳೆಯಲ್ಲಿ ಕಡವೆಗೆ ಸಂಬಂಧಿಸಿದ ಎಲ್ಲ ರಕ್ಷಣಾ ಕ್ರಮಗಳನ್ನು ಕೈಗೊಳ್ಳಲಾಗಿದೆ ಎಂದು ತಿಳಿಸಿದರು. bbox=[192, 749, 384, 767]
forest-quote-author: - ನಾಗೇಂದ್ರ, ಅರಣ್ಯಾಧಿಕಾರಿ bbox=[786, 954, 833, 961]
bottom-photo bbox=[170, 1249, 500, 1437]
bottom-dateline: ಚಾಮರಾಜನಗರ bbox=[40, 1258, 69, 1265]
sidebar-photo-2 bbox=[6, 564, 180, 682]
kit-body-1: ರಂಜಾನ್ ಮಾಸದ ಅಂಗವಾಗಿ ಬಡ ಕುಟುಂಬಗಳಿಗೆ ಆಹಾರ ಸಾಮಗ್ರಿಗಳ ಕಿಟ್ ವಿತರಿಸಲಾಯಿತು. ಸಂಘಟನೆಯ ವತಿಯಿಂದ ಆಯೋಜಿಸಿದ್ದ ಕಾರ್ಯಕ್ರಮದಲ್ಲಿ ನೂರಾರು ಕುಟುಂಬಗಳಿಗೆ ಕಿಟ್ ನೀಡಲಾಯಿತು. ಬಡವರ ನೆರವಿಗೆ ಸಮಾಜದ ಎಲ್ಲರೂ ಮುಂದಾಗಬೇಕು ಎಂದು ಮುಖಂಡರು ಕರೆ ನೀಡಿದರು. bbox=[446, 1049, 553, 1108]
lead-photo-caption: ಶಿರಮಳ್ಳಿ ಗ್ರಾಮದ ಲಕ್ಷ್ಮೀದೇವಿ ದೇವಾಲಯ ಉದ್ಘಾಟನಾ ಸಮಾರಂಭದಲ್ಲಿ ಮುಖ್ಯಮಂತ್ರಿ ಸಿದ್ದರಾಮಯ್ಯ ಭಾಗವಹಿಸಿದ್ದರು. bbox=[389, 223, 587, 230]
date-block bbox=[809, 14, 871, 38]
bottom-right-quote-text: ಬೊಕ್ಕಸ ಸಾಲಕ್ಕೆ ಚೇತರಿಸಿಕೊಳ್ಳದಿದ್ದರೆ ಆರ್ಥಿಕ ಶಿಸ್ತು ಕಾಪಾಡುವುದು ಕಷ್ಟ. ಸರ್ಕಾರ ತಕ್ಷಣ ಎಚ್ಚೆತ್ತುಕೊಳ್ಳಬೇಕು. bbox=[726, 1299, 934, 1317]
snake-title: ಕೊಸರಿನಲ್ಲಿ ಸಿಲುಕಿದ ಕಡವೆ ರಕ್ಷಣೆ bbox=[234, 474, 393, 492]
grant-body-1: ಪಟ್ಟಣದ ಸಮಗ್ರ ಅಭಿವೃದ್ಧಿಗೆ ಬಿಡುಗಡೆಯಾಗಿರುವ ಅನುದಾನವನ್ನು ಸಮರ್ಪಕವಾಗಿ ಬಳಸಿಕೊಂಡು ಕಾಮಗಾರಿಗಳನ್ನು ಗುಣಮಟ್ಟದಿಂದ ಕೈಗೊಳ್ಳಬೇಕು ಎಂದು ಅಧ್ಯಕ್ಷರು ಅಧಿಕಾರಿಗಳಿಗೆ ಸೂಚನೆ ನೀಡಿದರು. ಪುರಸಭೆ ಸಭಾಂಗಣದಲ್ಲಿ ನಡೆದ ಸಾಮಾನ್ಯ ಸಭೆಯಲ್ಲಿ ಮಾತನಾಡಿದ ಅವರು, ಒಳಚರಂಡಿ ಕಾಮಗಾರಿಯನ್ನು ಶೀಘ್ರ ಪೂರ್ಣಗೊಳಿಸಬೇಕು ಎಂದರು. bbox=[192, 1013, 274, 1112]
weekday: ಭಾನುವಾರ bbox=[823, 14, 851, 24]
water-photo-caption: ಕೆಲ್ಲೂರು ಗ್ರಾಮದಲ್ಲಿ ನೀರಿನ ಸಮಸ್ಯೆ ಕುರಿತು ಮಹಿಳೆಯರು ಅಧಿಕಾರಿಗಳಿಗೆ ಮನವಿ ಸಲ್ಲಿಸಿದರು. bbox=[572, 609, 727, 616]
bottom-body-1: ನಾಡಿನ ಸಂಸ್ಕೃತಿ, ಪರಂಪರೆ, ಸೌಹಾರ್ದದ ಮರುಸ್ಥಾಪನೆ ಮಠಗಳಿಂದ ಮಾತ್ರ ಸಾಧ್ಯ ಎಂದು ಕೇಂದ್ರ ಸಚಿವ ಎಚ್.ಡಿ.ಕುಮಾರಸ್ವಾಮಿ ಹೇಳಿದರು. ಮಾದಹಳ್ಳಿಯ ಮಠದ ವಾರ್ಷಿಕ ಜಾತ್ರಾ ಮಹೋತ್ಸವದಲ್ಲಿ ಭಾಗವಹಿಸಿ ಮಾತನಾಡಿದ ಅವರು, ಶ್ರೀಗಳ ಮಾರ್ಗದರ್ಶನದಲ್ಲಿ ಸಮಾಜ ಸೇವೆಯ ಕಾರ್ಯಗಳು ನಿರಂತರವಾಗಿ ನಡೆಯುತ್ತಿವೆ ಎಂದು ಶ್ಲಾಘಿಸಿದರು. ಶಿಕ್ಷಣ ಕ್ಷೇತ್ರಕ್ಕೆ ಮಠಗಳ ಕೊಡುಗೆ ಅಪಾರ ಎಂದರು. bbox=[6, 1270, 164, 1331]
snake-byline: ಪ್ರತಿನಿಧಿ ವರದಿ bbox=[192, 506, 222, 515]
lead-headline: ಎಲ್ಲ ಧರ್ಮಗಳೂ ಪ್ರೀತಿ ಸಂದೇಶ ಸಾರಿವೆ bbox=[397, 58, 734, 88]
sidebar-item3-title: ಇಂದು ವಿಚಾರ ಸಂಕಿರಣ bbox=[40, 468, 146, 485]
bottom-right-title: ಸಾಲದ ಹೊರೆಯಿಂದ ಭವಿಷ್ಯ ಕರಾಳ bbox=[752, 1200, 908, 1216]
page-number: 2 bbox=[8, 9, 25, 42]
bottom-photo-caption: ಮಾದಹಳ್ಳಿ ಮಠದ ಕಾರ್ಯಕ್ರಮದಲ್ಲಿ ಕೇಂದ್ರ ಸಚಿವ ಎಚ್.ಡಿ.ಕುಮಾರಸ್ವಾಮಿ ಮಾತನಾಡಿದರು. bbox=[170, 1440, 325, 1447]
bottom-subhead-left: ಎಚ್.ಡಿ.ಕುಮಾರಸ್ವಾಮಿ ಅಭಿಪ್ರಾಯ bbox=[232, 1232, 329, 1243]
forest-quote-text: ಪರಿಸರ ಉಳಿಸಿದರೆ ಮಾತ್ರ ಭವಿಷ್ಯದ ಪೀಳಿಗೆಗೆ ಉತ್ತಮ ಬದುಕು ಸಾಧ್ಯ. ಪ್ರತಿಯೊಬ್ಬರೂ ಒಂದೊಂದು ಗಿಡ ನೆಟ್ಟು ಪೋಷಿಸಬೇಕು. bbox=[786, 931, 935, 949]
